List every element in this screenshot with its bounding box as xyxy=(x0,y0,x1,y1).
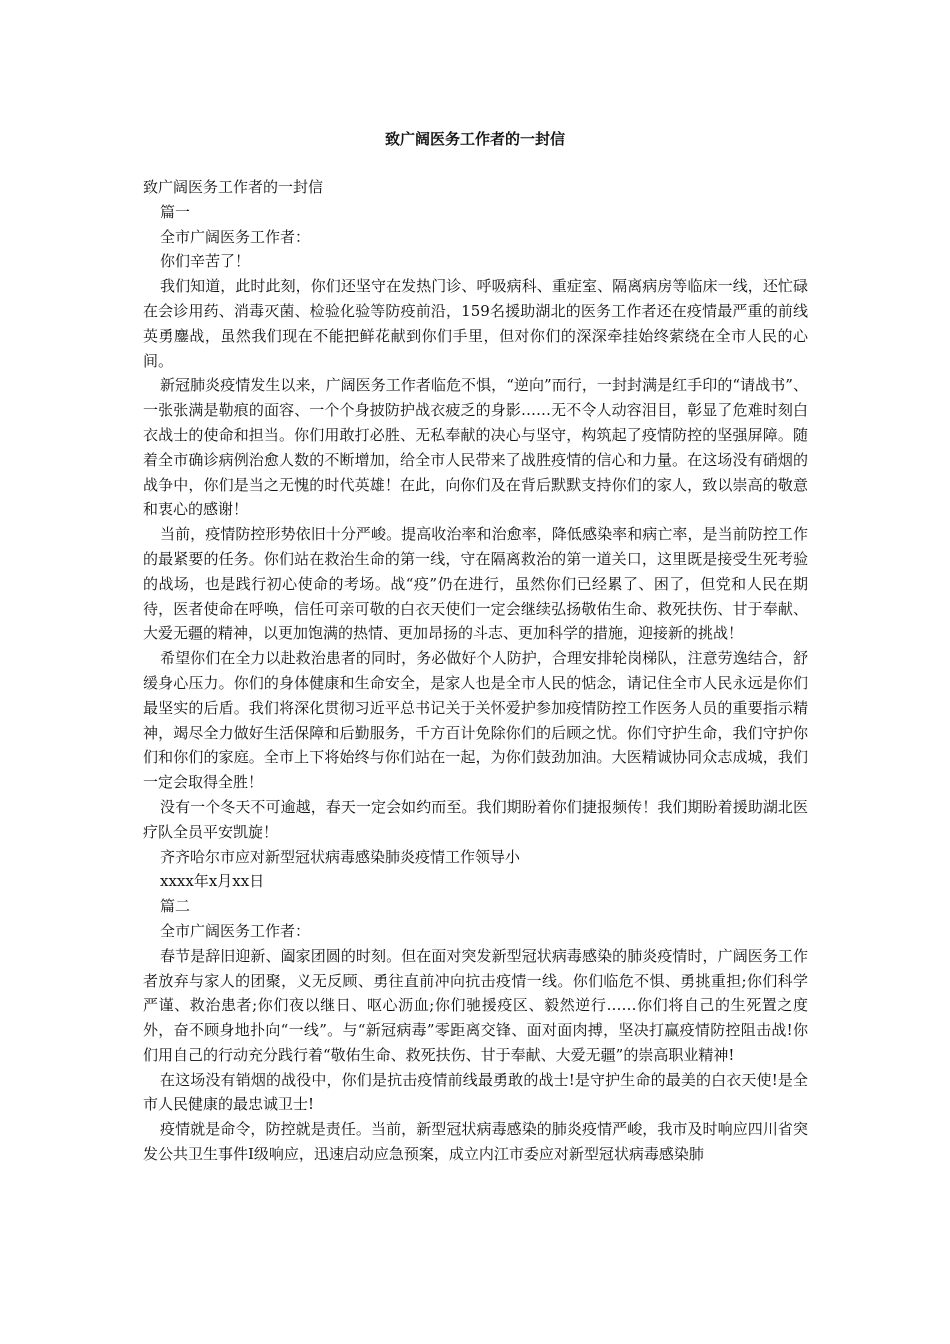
paragraph: 春节是辞旧迎新、阖家团圆的时刻。但在面对突发新型冠状病毒感染的肺炎疫情时，广阔医务工作者放弃与家人的团聚，义无反顾、勇往直前冲向抗击疫情一线。你们临危不惧、勇挑重担;你们科学严谨、救治患者;你们夜以继日、呕心沥血;你们驰援疫区、毅然逆行……你们将自己的生死置之度外，奋不顾身地扑向“一线”。与“新冠病毒”零距离交锋、面对面肉搏，坚决打赢疫情防控阻击战!你们用自己的行动充分践行着“敬佑生命、救死扶伤、甘于奉献、大爱无疆”的崇高职业精神! xyxy=(143,946,808,1064)
part-label: 篇二 xyxy=(160,897,191,916)
part-label: 篇一 xyxy=(160,202,191,221)
paragraph: 新冠肺炎疫情发生以来，广阔医务工作者临危不惧，“逆向”而行，一封封满是红手印的“请战书”、一张张满是勒痕的面容、一个个身披防护战衣疲乏的身影……无不令人动容泪目，彰显了危难时刻白衣战士的使命和担当。你们用敢打必胜、无私奉献的决心与坚守，构筑起了疫情防控的坚强屏障。随着全市确诊病例治愈人数的不断增加，给全市人民带来了战胜疫情的信心和力量。在这场没有硝烟的战争中，你们是当之无愧的时代英雄！在此，向你们及在背后默默支持你们的家人，致以崇高的敬意和衷心的感谢！ xyxy=(143,376,808,519)
document-body xyxy=(143,175,808,1167)
salutation: 全市广阔医务工作者： xyxy=(160,227,311,246)
paragraph: 在这场没有销烟的战役中，你们是抗击疫情前线最勇敢的战士!是守护生命的最美的白衣天使!是全市人民健康的最忠诚卫士! xyxy=(143,1070,808,1114)
date: xxxx年x月xx日 xyxy=(160,872,265,891)
paragraph: 当前，疫情防控形势依旧十分严峻。提高收治率和治愈率，降低感染率和病亡率，是当前防控工作的最紧要的任务。你们站在救治生命的第一线，守在隔离救治的第一道关口，这里既是接受生死考验的战场，也是践行初心使命的考场。战“疫”仍在进行，虽然你们已经累了、困了，但党和人民在期待，医者使命在呼唤，信任可亲可敬的白衣天使们一定会继续弘扬敬佑生命、救死扶伤、甘于奉献、大爱无疆的精神，以更加饱满的热情、更加昂扬的斗志、更加科学的措施，迎接新的挑战！ xyxy=(143,525,808,643)
paragraph: 没有一个冬天不可逾越，春天一定会如约而至。我们期盼着你们捷报频传！我们期盼着援助湖北医疗队全员平安凯旋！ xyxy=(143,797,808,841)
signature: 齐齐哈尔市应对新型冠状病毒感染肺炎疫情工作领导小 xyxy=(160,847,521,866)
paragraph: 我们知道，此时此刻，你们还坚守在发热门诊、呼吸病科、重症室、隔离病房等临床一线，还忙碌在会诊用药、消毒灭菌、检验化验等防疫前沿，159名援助湖北的医务工作者还在疫情最严重的前线英勇鏖战，虽然我们现在不能把鲜花献到你们手里，但对你们的深深牵挂始终萦绕在全市人民的心间。 xyxy=(143,277,808,370)
letter-heading: 致广阔医务工作者的一封信 xyxy=(143,178,324,196)
paragraph: 希望你们在全力以赴救治患者的同时，务必做好个人防护，合理安排轮岗梯队，注意劳逸结合，舒缓身心压力。你们的身体健康和生命安全，是家人也是全市人民的惦念，请记住全市人民永远是你们最坚实的后盾。我们将深化贯彻习近平总书记关于关怀爱护参加疫情防控工作医务人员的重要指示精神，竭尽全力做好生活保障和后勤服务，千方百计免除你们的后顾之忧。你们守护生命，我们守护你们和你们的家庭。全市上下将始终与你们站在一起，为你们鼓劲加油。大医精诚协同众志成城，我们一定会取得全胜！ xyxy=(143,649,808,792)
greeting: 你们辛苦了！ xyxy=(160,252,251,271)
salutation: 全市广阔医务工作者： xyxy=(160,921,311,940)
document-title: 致广阔医务工作者的一封信 xyxy=(384,130,565,148)
paragraph: 疫情就是命令，防控就是责任。当前，新型冠状病毒感染的肺炎疫情严峻，我市及时响应四川省突发公共卫生事件Ⅰ级响应，迅速启动应急预案，成立内江市委应对新型冠状病毒感染肺 xyxy=(143,1120,808,1164)
